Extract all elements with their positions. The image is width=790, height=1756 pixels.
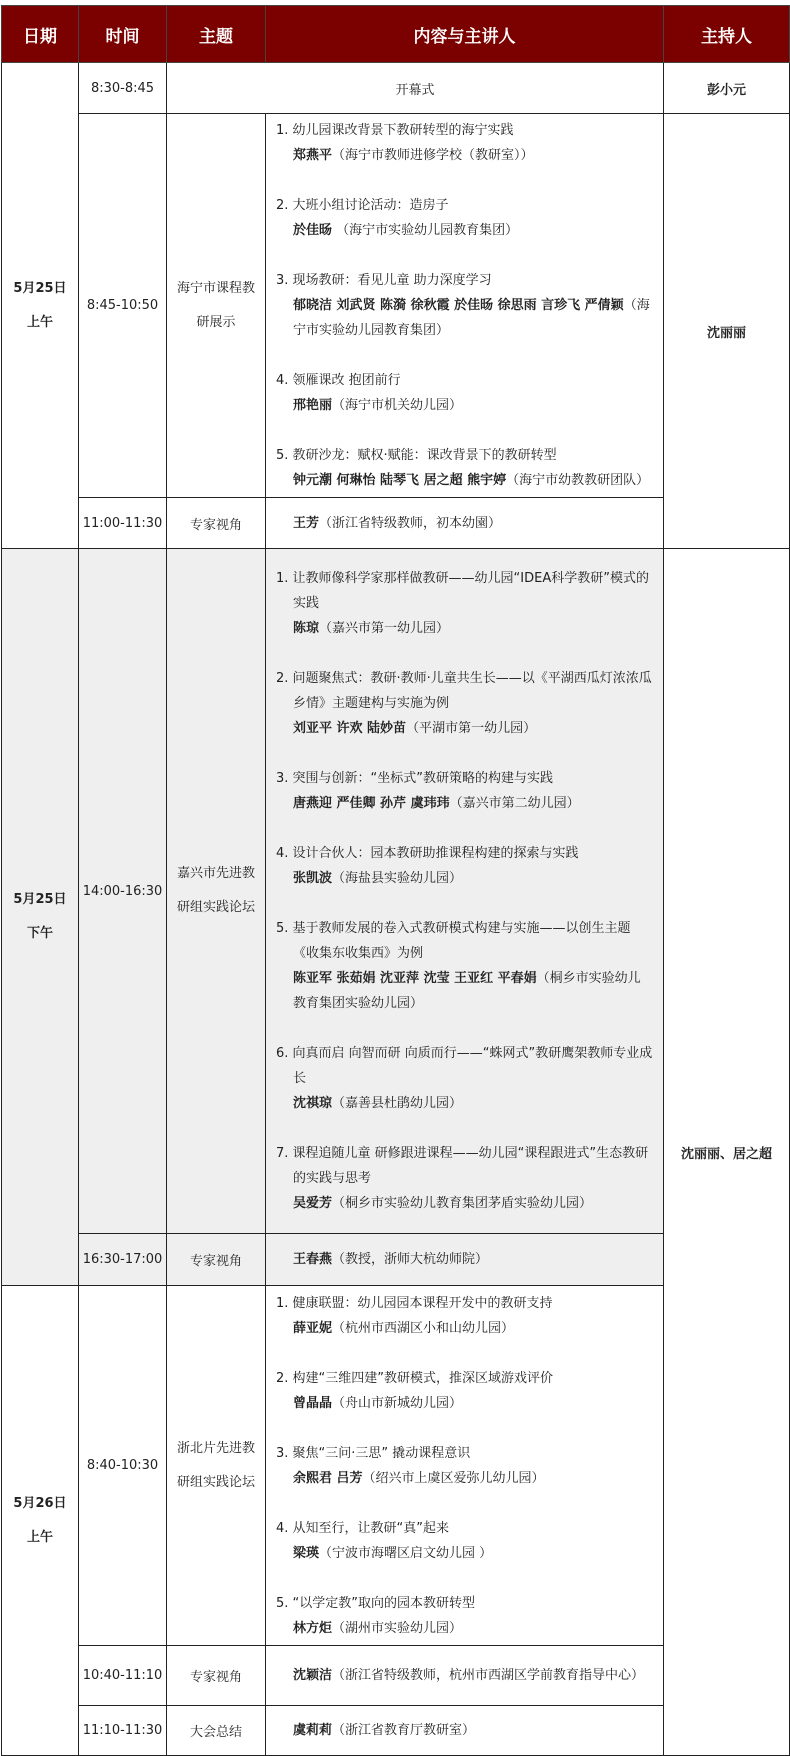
time-cell: 11:10-11:30 xyxy=(79,1706,167,1756)
host-cell: 沈丽丽 xyxy=(664,114,790,549)
content-cell xyxy=(266,1234,664,1286)
opening-ceremony: 开幕式 xyxy=(167,63,664,114)
speaker-org: （湖州市实验幼儿园） xyxy=(332,1620,463,1636)
host-cell: 沈丽丽、居之超 xyxy=(664,549,790,1756)
item-speaker xyxy=(276,616,653,641)
content-cell xyxy=(266,1706,664,1756)
time-cell: 8:30-8:45 xyxy=(79,63,167,114)
date-text: 5月25日 xyxy=(13,280,67,296)
item-title: 4. 设计合伙人：园本教研助推课程构建的探索与实践 xyxy=(276,846,579,861)
speaker-names: 陈琼 xyxy=(293,621,320,636)
speaker-org: （浙江省教育厅教研室） xyxy=(332,1723,476,1738)
speaker-org: （桐乡市实验幼儿教育集团实验幼儿园） xyxy=(293,971,641,1011)
period-text: 上午 xyxy=(26,314,53,330)
item-speaker xyxy=(276,293,653,343)
content-cell xyxy=(266,1286,664,1646)
item-speaker xyxy=(276,1466,653,1491)
speaker-org: （海宁市幼教教研团队） xyxy=(506,473,650,488)
item-title: 2. 构建“三维四建”教研模式，推深区域游戏评价 xyxy=(276,1370,554,1386)
item-speaker xyxy=(276,716,653,741)
topic-cell: 浙北片先进教研组实践论坛 xyxy=(167,1286,266,1646)
topic-cell: 海宁市课程教研展示 xyxy=(167,114,266,498)
time-cell: 8:45-10:50 xyxy=(79,114,167,498)
header-time: 时间 xyxy=(79,6,167,63)
agenda-item xyxy=(276,1041,653,1116)
speaker-names: 张凯波 xyxy=(293,871,333,886)
content-cell xyxy=(266,549,664,1234)
agenda-item xyxy=(276,916,653,1016)
item-speaker xyxy=(276,393,653,418)
speaker-names: 虞莉莉 xyxy=(293,1723,333,1738)
speaker-names: 邢艳丽 xyxy=(293,398,333,413)
item-title: 1. 幼儿园课改背景下教研转型的海宁实践 xyxy=(276,123,514,138)
agenda-item xyxy=(276,193,653,243)
agenda-item xyxy=(276,841,653,891)
time-cell: 16:30-17:00 xyxy=(79,1234,167,1286)
content-cell xyxy=(266,114,664,498)
header-host: 主持人 xyxy=(664,6,790,63)
agenda-item xyxy=(276,1141,653,1216)
item-title: 5. 教研沙龙：赋权·赋能：课改背景下的教研转型 xyxy=(276,448,557,463)
agenda-item xyxy=(276,1291,653,1341)
time-cell: 10:40-11:10 xyxy=(79,1646,167,1706)
speaker-org: （浙江省特级教师，初本幼園） xyxy=(319,515,502,531)
item-title: 7. 课程追随儿童 研修跟进课程——幼儿园“课程跟进式”生态教研的实践与思考 xyxy=(276,1146,649,1186)
item-speaker xyxy=(276,1191,653,1216)
item-speaker xyxy=(276,791,653,816)
item-title: 3. 现场教研：看见儿童 助力深度学习 xyxy=(276,273,492,288)
speaker-names: 於佳旸 xyxy=(293,223,333,238)
speaker-names: 陈亚军 张茹娟 沈亚萍 沈莹 王亚红 平春娟 xyxy=(293,971,537,986)
speaker-org: （教授，浙师大杭幼师院） xyxy=(332,1252,489,1267)
speaker-org: （宁波市海曙区启文幼儿园 ） xyxy=(319,1545,493,1561)
agenda-item xyxy=(276,118,653,168)
speaker-org: （嘉善县杜鹃幼儿园） xyxy=(332,1096,463,1111)
speaker-org: （舟山市新城幼儿园） xyxy=(332,1395,463,1411)
table-row xyxy=(2,114,790,498)
header-row xyxy=(2,6,790,63)
item-speaker xyxy=(276,1541,653,1566)
item-title: 2. 大班小组讨论活动：造房子 xyxy=(276,198,449,213)
item-speaker xyxy=(276,218,653,243)
time-cell: 8:40-10:30 xyxy=(79,1286,167,1646)
time-cell: 11:00-11:30 xyxy=(79,498,167,549)
item-title: 3. 聚焦“三问·三思” 撬动课程意识 xyxy=(276,1445,471,1461)
speaker-names: 曾晶晶 xyxy=(293,1395,333,1411)
speaker-org: （海宁市教师进修学校（教研室）） xyxy=(332,148,534,163)
item-title: 3. 突围与创新：“坐标式”教研策略的构建与实践 xyxy=(276,771,554,786)
speaker-org: （绍兴市上虞区爱弥儿幼儿园） xyxy=(362,1470,545,1486)
agenda-item xyxy=(276,443,653,493)
content-cell xyxy=(266,498,664,549)
agenda-item xyxy=(276,268,653,343)
speaker-names: 钟元潮 何琳怡 陆琴飞 居之超 熊宇婷 xyxy=(293,473,507,488)
speaker-org: （海宁市实验幼儿园教育集团） xyxy=(293,298,650,338)
header-content: 内容与主讲人 xyxy=(266,6,664,63)
item-title: 5. 基于教师发展的卷入式教研模式构建与实施——以创生主题《收集东收集西》为例 xyxy=(276,921,631,961)
speaker-org: （嘉兴市第二幼儿园） xyxy=(449,796,580,811)
agenda-item xyxy=(276,566,653,641)
speaker-org: （杭州市西湖区小和山幼儿园） xyxy=(332,1320,515,1336)
speaker-org: （海宁市实验幼儿园教育集团） xyxy=(332,223,519,238)
period-text: 下午 xyxy=(26,926,53,941)
period-text: 上午 xyxy=(26,1529,53,1545)
speaker-names: 林方炬 xyxy=(293,1620,333,1636)
item-speaker xyxy=(276,1616,653,1641)
speaker-names: 郁晓洁 刘武贤 陈漪 徐秋霞 於佳旸 徐思雨 言珍飞 严倩颖 xyxy=(293,298,624,313)
speaker-names: 沈祺琼 xyxy=(293,1096,333,1111)
item-title: 2. 问题聚焦式：教研·教师·儿童共生长——以《平湖西瓜灯浓浓瓜乡情》主题建构与实施为例 xyxy=(276,671,652,711)
topic-cell: 嘉兴市先进教研组实践论坛 xyxy=(167,549,266,1234)
agenda-item xyxy=(276,1366,653,1416)
date-cell xyxy=(2,549,79,1286)
item-speaker xyxy=(276,866,653,891)
item-speaker xyxy=(276,468,653,493)
agenda-item xyxy=(276,1591,653,1641)
table-row xyxy=(2,549,790,1234)
topic-cell: 专家视角 xyxy=(167,1234,266,1286)
agenda-item xyxy=(276,1516,653,1566)
topic-cell: 专家视角 xyxy=(167,498,266,549)
date-cell xyxy=(2,63,79,549)
agenda-item xyxy=(276,666,653,741)
speaker-org: （嘉兴市第一幼儿园） xyxy=(319,621,450,636)
item-title: 1. 健康联盟：幼儿园园本课程开发中的教研支持 xyxy=(276,1295,553,1311)
date-text: 5月26日 xyxy=(13,1495,67,1511)
speaker-names: 王春燕 xyxy=(293,1252,333,1267)
host-cell: 彭小元 xyxy=(664,63,790,114)
speaker-org: （平湖市第一幼儿园） xyxy=(406,721,537,736)
time-cell: 14:00-16:30 xyxy=(79,549,167,1234)
speaker-org: （海宁市机关幼儿园） xyxy=(332,398,463,413)
speaker-org: （海盐县实验幼儿园） xyxy=(332,871,463,886)
item-title: 4. 领雁课改 抱团前行 xyxy=(276,373,401,388)
speaker-names: 郑燕平 xyxy=(293,148,333,163)
speaker-org: （桐乡市实验幼儿教育集团茅盾实验幼儿园） xyxy=(332,1196,593,1211)
speaker-names: 吴爱芳 xyxy=(293,1196,333,1211)
speaker-names: 王芳 xyxy=(293,515,320,531)
item-title: 4. 从知至行，让教研“真”起来 xyxy=(276,1520,450,1536)
item-speaker xyxy=(276,143,653,168)
speaker-names: 梁瑛 xyxy=(293,1545,320,1561)
item-speaker xyxy=(276,1391,653,1416)
item-title: 6. 向真而启 向智而研 向质而行——“蛛网式”教研鹰架教师专业成长 xyxy=(276,1046,653,1086)
speaker-names: 唐燕迎 严佳卿 孙芹 虞玮玮 xyxy=(293,796,450,811)
agenda-item xyxy=(276,766,653,816)
agenda-item xyxy=(276,368,653,418)
topic-cell: 专家视角 xyxy=(167,1646,266,1706)
item-title: 1. 让教师像科学家那样做教研——幼儿园“IDEA科学教研”模式的实践 xyxy=(276,571,649,611)
speaker-org: （浙江省特级教师，杭州市西湖区学前教育指导中心） xyxy=(332,1668,645,1683)
item-speaker xyxy=(276,966,653,1016)
header-topic: 主题 xyxy=(167,6,266,63)
speaker-names: 余熙君 吕芳 xyxy=(293,1470,363,1486)
speaker-names: 薛亚妮 xyxy=(293,1320,333,1336)
date-text: 5月25日 xyxy=(13,892,67,907)
table-row xyxy=(2,63,790,114)
item-title: 5. “以学定教”取向的园本教研转型 xyxy=(276,1595,476,1611)
header-date: 日期 xyxy=(2,6,79,63)
item-speaker xyxy=(276,1316,653,1341)
speaker-names: 沈颖洁 xyxy=(293,1668,333,1683)
date-cell xyxy=(2,1286,79,1756)
agenda-item xyxy=(276,1441,653,1491)
speaker-names: 刘亚平 许欢 陆妙苗 xyxy=(293,721,407,736)
item-speaker xyxy=(276,1091,653,1116)
agenda-table xyxy=(1,5,790,1756)
topic-cell: 大会总结 xyxy=(167,1706,266,1756)
content-cell xyxy=(266,1646,664,1706)
